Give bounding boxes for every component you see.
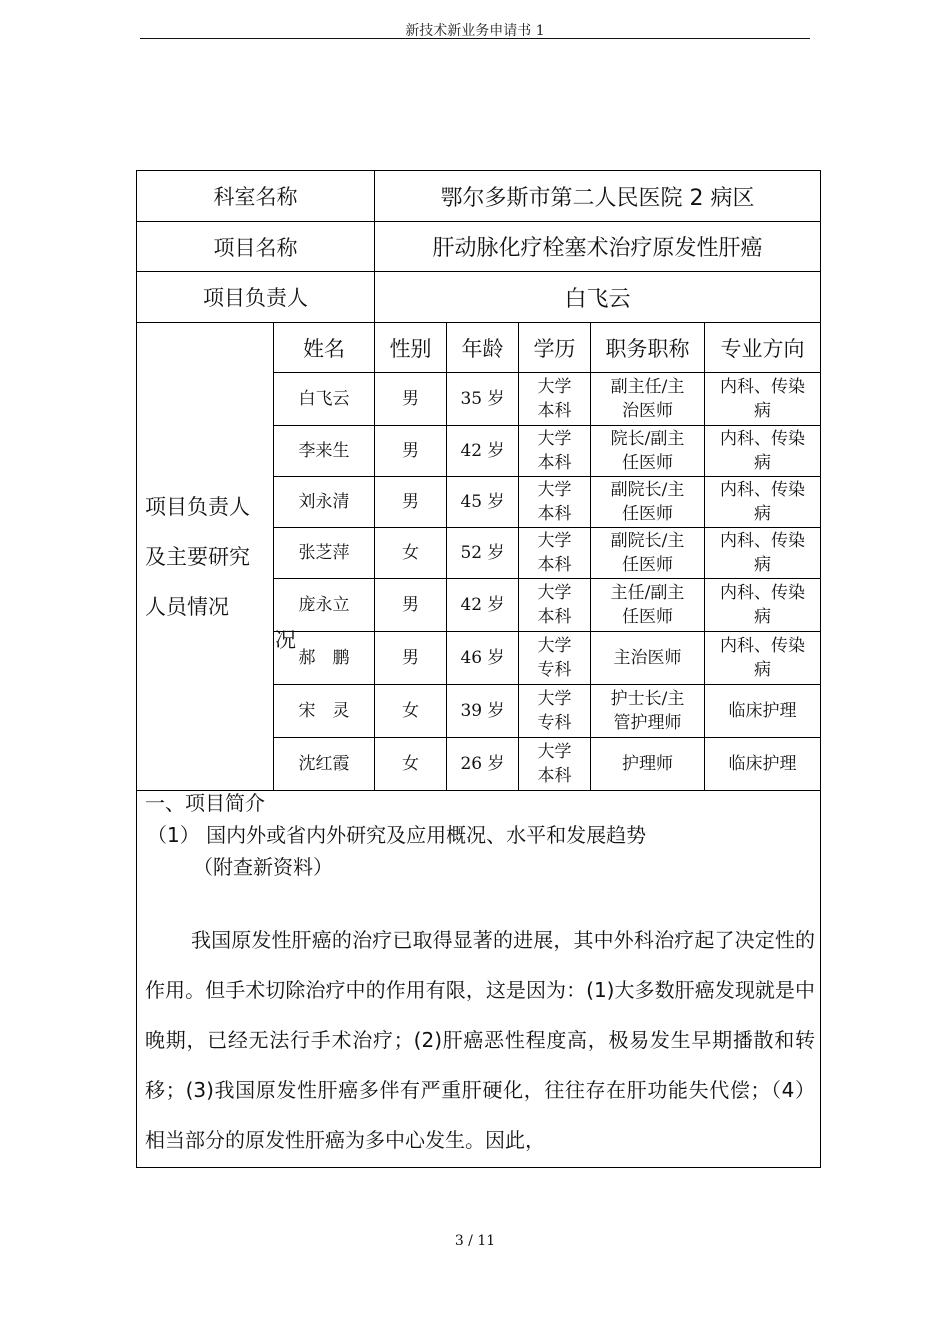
col-header-age: 年龄 [447,323,519,373]
staff-name: 沈红霞 [274,738,375,791]
page-header-title: 新技术新业务申请书 1 [405,23,545,39]
dept-row [137,171,821,222]
staff-education: 大学 本科 [519,738,591,791]
staff-label-line-3: 人员情况 [145,594,229,619]
staff-education: 大学 本科 [519,373,591,426]
staff-education: 大学 本科 [519,426,591,477]
staff-field: 内科、传染 病 [705,426,821,477]
staff-age: 45 岁 [447,477,519,528]
staff-section-label [137,323,296,791]
staff-field: 内科、传染 病 [705,477,821,528]
staff-field: 临床护理 [705,685,821,738]
staff-field: 内科、传染 病 [705,528,821,579]
intro-note: （附查新资料） [193,855,333,879]
dept-label: 科室名称 [137,171,375,222]
staff-label-line-1: 项目负责人 [145,494,250,519]
intro-row [137,791,821,1168]
header-rule [140,38,810,39]
staff-name: 白飞云 [274,373,375,426]
staff-age: 42 岁 [447,426,519,477]
staff-gender: 女 [375,528,447,579]
intro-cell [137,791,821,1168]
leader-label: 项目负责人 [137,272,375,323]
staff-title: 主任/副主 任医师 [591,579,705,632]
staff-education: 大学 专科 [519,632,591,685]
staff-age: 35 岁 [447,373,519,426]
staff-name: 刘永清 [274,477,375,528]
staff-name: 宋 灵 [274,685,375,738]
staff-gender: 男 [375,477,447,528]
staff-age: 46 岁 [447,632,519,685]
staff-field: 内科、传染 病 [705,579,821,632]
intro-heading: 一、项目简介 [145,791,265,815]
staff-field: 内科、传染 病 [705,632,821,685]
staff-age: 39 岁 [447,685,519,738]
staff-gender: 男 [375,632,447,685]
leader-row [137,272,821,323]
staff-title: 护士长/主 管护理师 [591,685,705,738]
staff-field: 内科、传染 病 [705,373,821,426]
staff-name: 郝 鹏 [274,632,375,685]
staff-label-overflow: 况 [275,628,296,652]
staff-gender: 女 [375,685,447,738]
page-number: 3 / 11 [454,1233,496,1249]
staff-age: 26 岁 [447,738,519,791]
dept-value: 鄂尔多斯市第二人民医院 2 病区 [375,171,821,222]
col-header-gender: 性别 [375,323,447,373]
staff-title: 副主任/主 治医师 [591,373,705,426]
staff-title: 院长/副主 任医师 [591,426,705,477]
staff-label-line-2: 及主要研究 [145,544,250,569]
staff-name: 李来生 [274,426,375,477]
col-header-field: 专业方向 [705,323,821,373]
project-value: 肝动脉化疗栓塞术治疗原发性肝癌 [375,222,821,272]
staff-gender: 男 [375,579,447,632]
project-label: 项目名称 [137,222,375,272]
staff-age: 42 岁 [447,579,519,632]
intro-subheading: （1） 国内外或省内外研究及应用概况、水平和发展趋势 [147,823,647,847]
staff-header-row [137,323,821,373]
staff-name: 张芝萍 [274,528,375,579]
staff-education: 大学 本科 [519,579,591,632]
staff-education: 大学 本科 [519,528,591,579]
staff-gender: 女 [375,738,447,791]
col-header-education: 学历 [519,323,591,373]
staff-field: 临床护理 [705,738,821,791]
application-form-table [136,170,821,1168]
intro-paragraph: 我国原发性肝癌的治疗已取得显著的进展，其中外科治疗起了决定性的作用。但手术切除治疗中的作用有限，这是因为：(1)大多数肝癌发现就是中晚期，已经无法行手术治疗；(2)肝癌恶性程度高，极易发生早期播散和转移；(3)我国原发性肝癌多伴有严重肝硬化，往往存在肝功能失代偿；（4）相当部分的原发性肝癌为多中心发生。因此， [145,928,815,1152]
staff-age: 52 岁 [447,528,519,579]
staff-name: 庞永立 [274,579,375,632]
staff-gender: 男 [375,373,447,426]
staff-education: 大学 专科 [519,685,591,738]
col-header-title: 职务职称 [591,323,705,373]
project-row [137,222,821,272]
staff-title: 副院长/主 任医师 [591,528,705,579]
staff-title: 主治医师 [591,632,705,685]
col-header-name: 姓名 [274,323,375,373]
staff-gender: 男 [375,426,447,477]
staff-title: 副院长/主 任医师 [591,477,705,528]
leader-value: 白飞云 [375,272,821,323]
staff-title: 护理师 [591,738,705,791]
staff-education: 大学 本科 [519,477,591,528]
